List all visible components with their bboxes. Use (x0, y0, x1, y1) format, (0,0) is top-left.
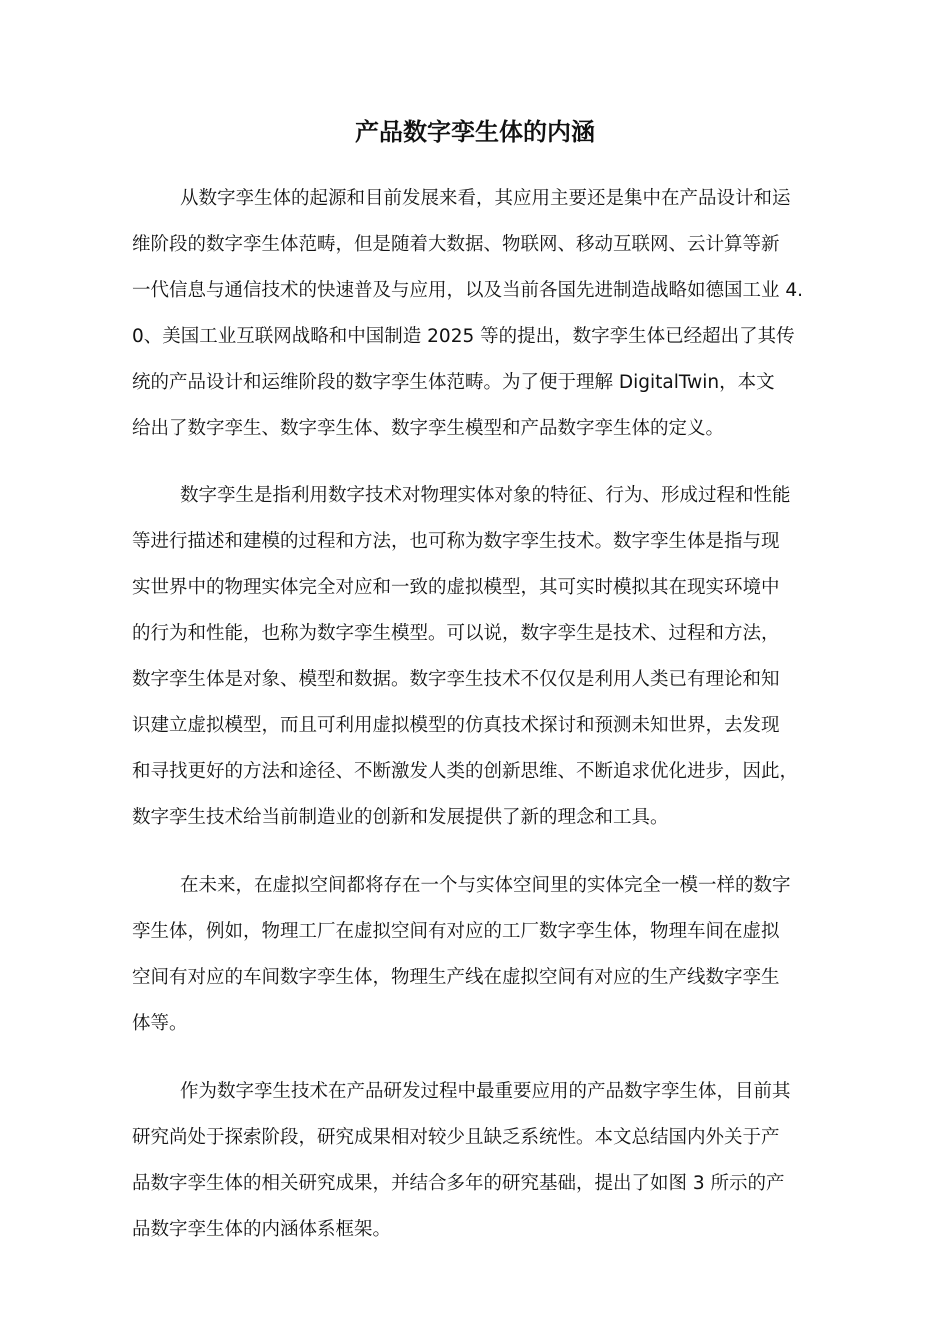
paragraph-line: 实世界中的物理实体完全对应和一致的虚拟模型，其可实时模拟其在现实环境中 (132, 577, 780, 598)
paragraph-line: 给出了数字孪生、数字孪生体、数字孪生模型和产品数字孪生体的定义。 (132, 418, 725, 439)
paragraph-line: 等进行描述和建模的过程和方法，也可称为数字孪生技术。数字孪生体是指与现 (132, 531, 780, 552)
paragraph-line: 品数字孪生体的内涵体系框架。 (132, 1219, 392, 1240)
paragraph-2 (132, 473, 822, 841)
paragraph-line: 的行为和性能，也称为数字孪生模型。可以说，数字孪生是技术、过程和方法， (132, 623, 780, 644)
paragraph-line: 空间有对应的车间数字孪生体，物理生产线在虚拟空间有对应的生产线数字孪生 (132, 967, 780, 988)
paragraph-line: 作为数字孪生技术在产品研发过程中最重要应用的产品数字孪生体，目前其 (180, 1081, 791, 1102)
paragraph-line: 从数字孪生体的起源和目前发展来看，其应用主要还是集中在产品设计和运 (180, 188, 791, 209)
paragraph-3 (132, 863, 822, 1047)
paragraph-line: 数字孪生技术给当前制造业的创新和发展提供了新的理念和工具。 (132, 807, 669, 828)
paragraph-line: 识建立虚拟模型，而且可利用虚拟模型的仿真技术探讨和预测未知世界，去发现 (132, 715, 780, 736)
paragraph-1 (132, 176, 822, 452)
paragraph-line: 维阶段的数字孪生体范畴，但是随着大数据、物联网、移动互联网、云计算等新 (132, 234, 780, 255)
paragraph-line: 孪生体，例如，物理工厂在虚拟空间有对应的工厂数字孪生体，物理车间在虚拟 (132, 921, 780, 942)
paragraph-line: 品数字孪生体的相关研究成果，并结合多年的研究基础，提出了如图 3 所示的产 (132, 1173, 785, 1194)
page-title: 产品数字孪生体的内涵 (355, 118, 595, 146)
paragraph-line: 一代信息与通信技术的快速普及与应用，以及当前各国先进制造战略如德国工业 4. (132, 280, 804, 301)
paragraph-line: 统的产品设计和运维阶段的数字孪生体范畴。为了便于理解 DigitalTwin，本文 (132, 372, 775, 393)
paragraph-line: 0、美国工业互联网战略和中国制造 2025 等的提出，数字孪生体已经超出了其传 (132, 326, 795, 347)
paragraph-line: 研究尚处于探索阶段，研究成果相对较少且缺乏系统性。本文总结国内外关于产 (132, 1127, 780, 1148)
paragraph-line: 体等。 (132, 1013, 188, 1034)
paragraph-line: 在未来，在虚拟空间都将存在一个与实体空间里的实体完全一模一样的数字 (180, 875, 791, 896)
paragraph-line: 数字孪生是指利用数字技术对物理实体对象的特征、行为、形成过程和性能 (180, 485, 791, 506)
paragraph-line: 和寻找更好的方法和途径、不断激发人类的创新思维、不断追求优化进步，因此， (132, 761, 799, 782)
paragraph-4 (132, 1069, 822, 1253)
paragraph-line: 数字孪生体是对象、模型和数据。数字孪生技术不仅仅是利用人类已有理论和知 (132, 669, 780, 690)
